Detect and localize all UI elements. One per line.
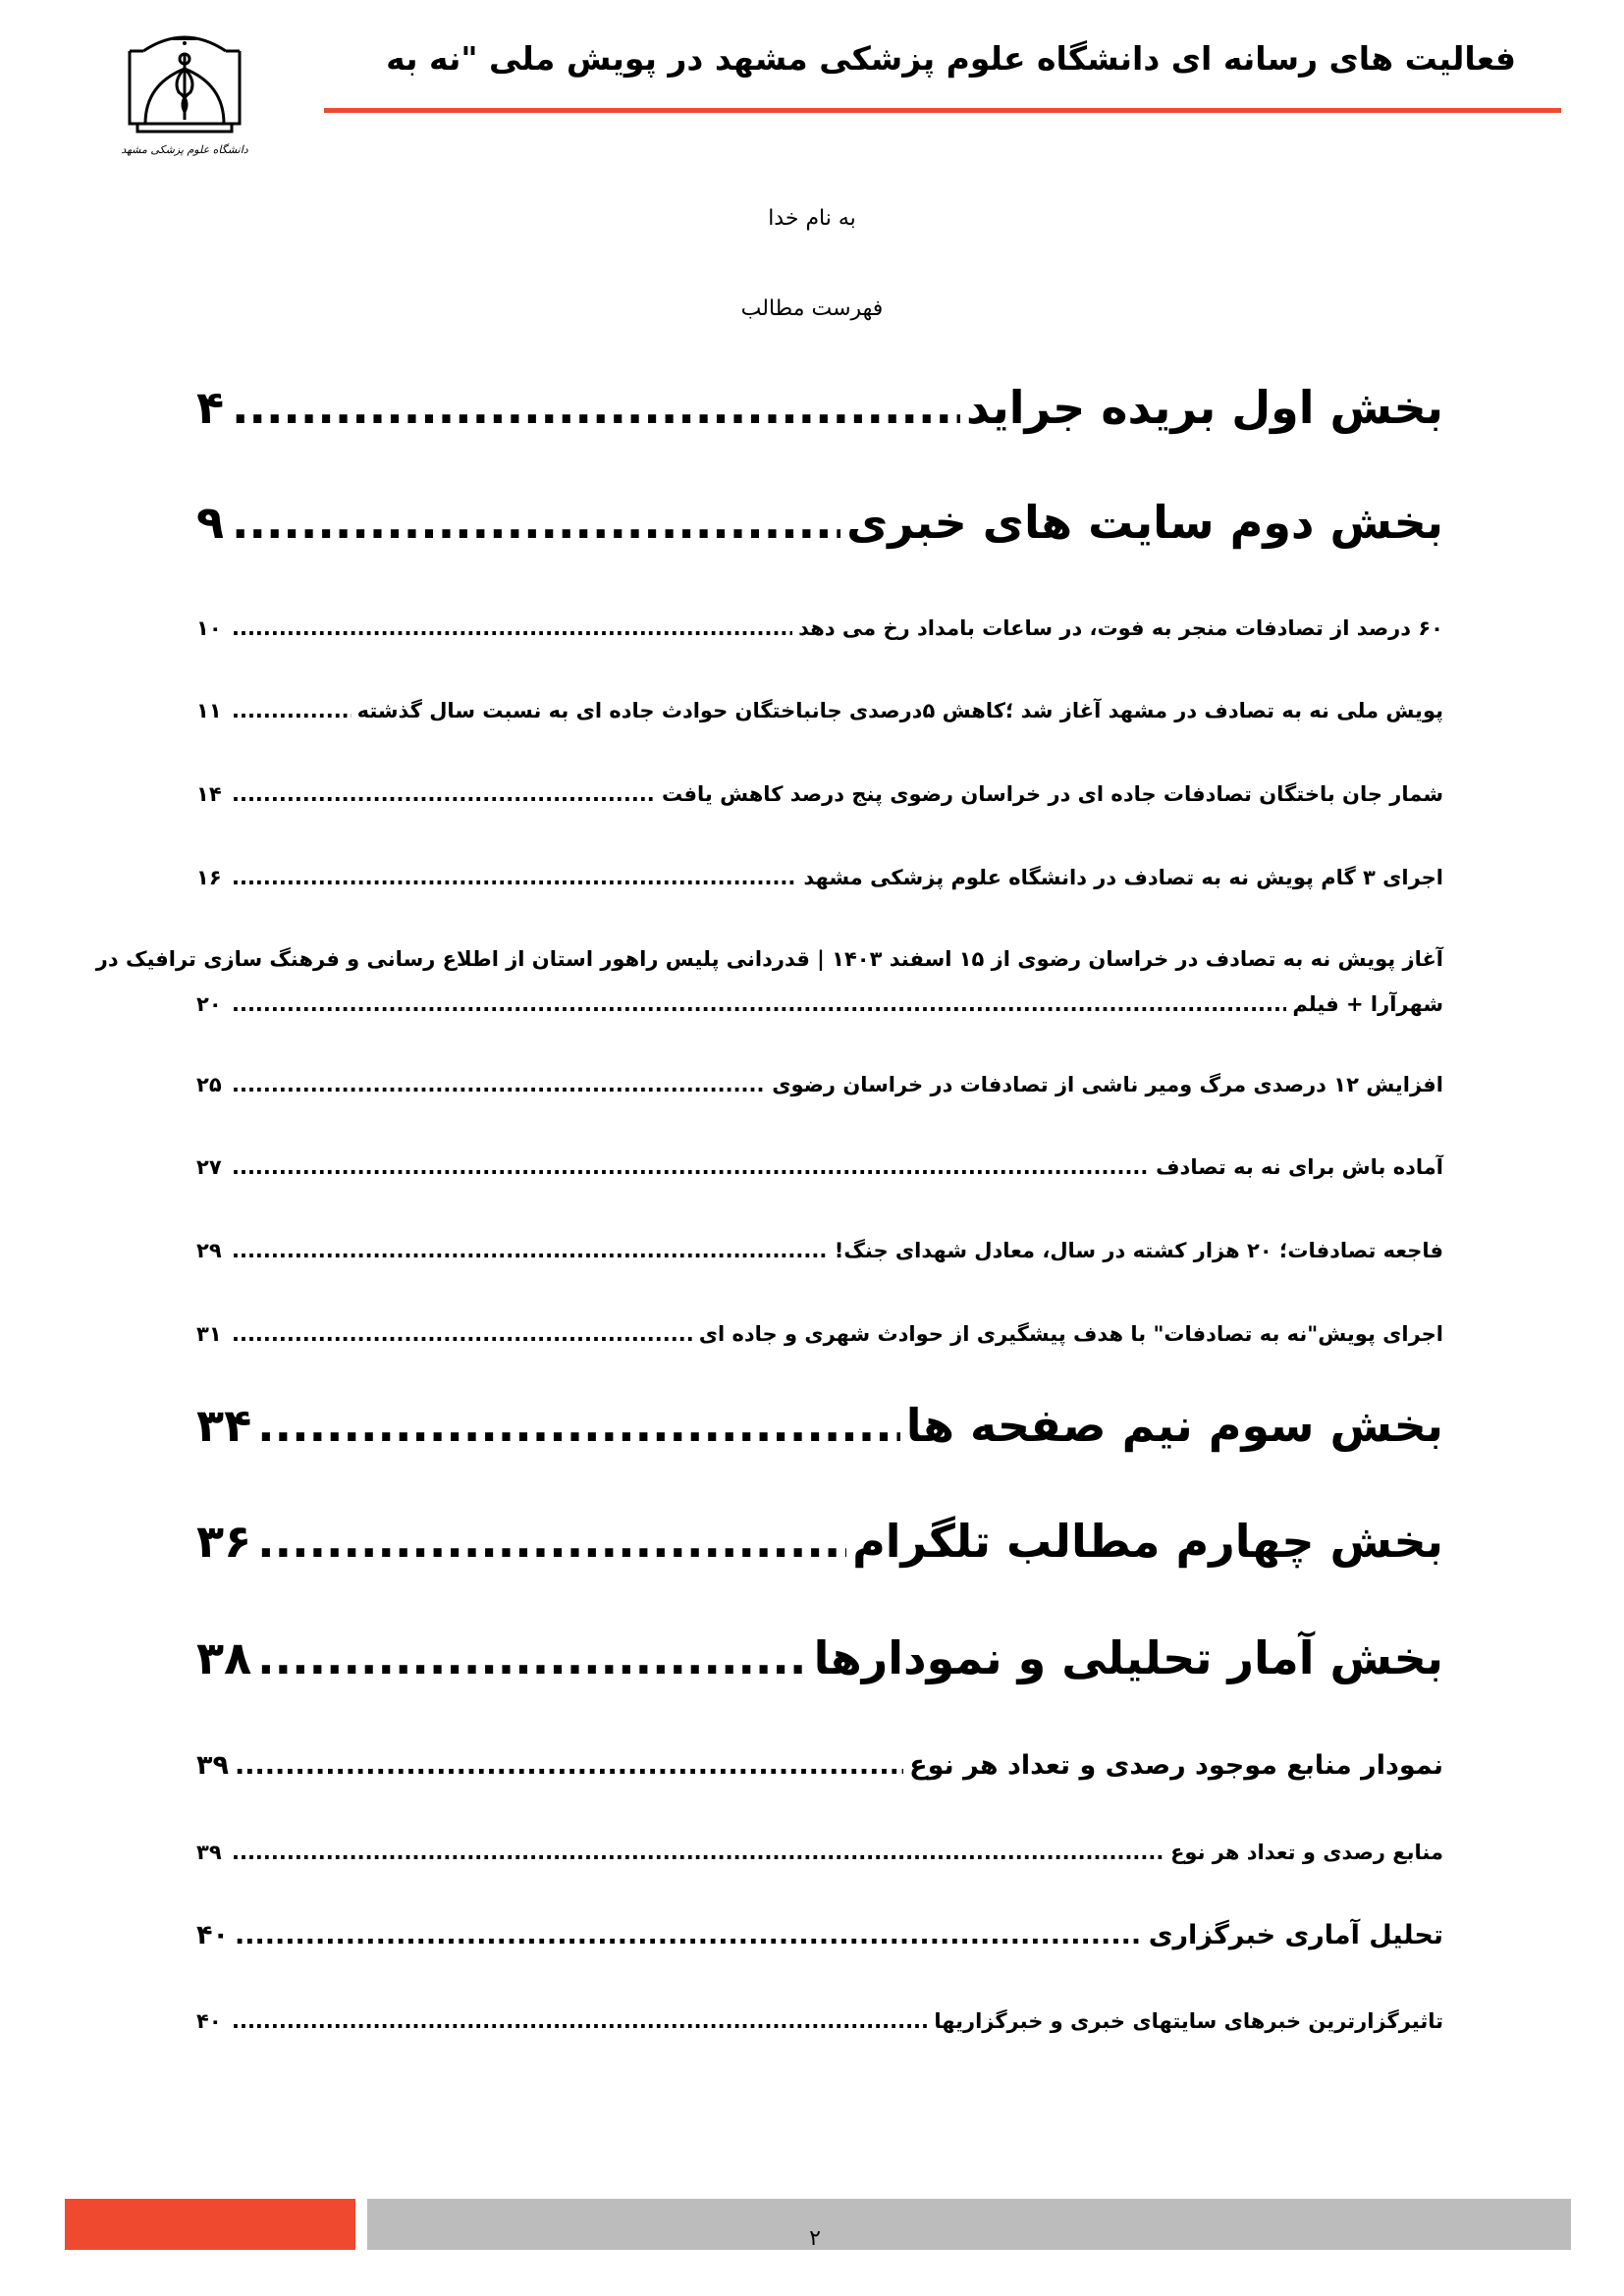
toc-leader bbox=[232, 982, 1286, 1027]
toc-entry[interactable] bbox=[196, 699, 1443, 722]
toc-leader bbox=[232, 699, 352, 722]
toc-leader bbox=[257, 1515, 846, 1568]
toc-entry-page: ۳۶ bbox=[196, 1515, 252, 1568]
toc-entry-text: ۶۰ درصد از تصادفات منجر به فوت، در ساعات بامداد رخ می دهد bbox=[798, 616, 1443, 640]
toc-entry[interactable] bbox=[196, 1750, 1443, 1781]
toc-entry-text: پویش ملی نه به تصادف در مشهد آغاز شد ؛کاهش ۵درصدی جانباختگان حوادث جاده ای به نسبت سال گذشته bbox=[356, 699, 1443, 722]
toc-leader bbox=[232, 1073, 766, 1096]
toc-leader bbox=[235, 1920, 1143, 1950]
header-rule bbox=[324, 108, 1561, 113]
toc-entry-text: بخش چهارم مطالب تلگرام bbox=[852, 1515, 1443, 1568]
toc-entry-text: اجرای پویش"نه به تصادفات" با هدف پیشگیری از حوادث شهری و جاده ای bbox=[698, 1322, 1443, 1346]
header-title: فعالیت های رسانه ای دانشگاه علوم پزشکی مشهد در پویش ملی "نه به bbox=[386, 39, 1516, 78]
toc-entry[interactable] bbox=[196, 616, 1443, 640]
toc-entry-page: ۳۹ bbox=[196, 1841, 222, 1864]
toc-entry-text: بخش دوم سایت های خبری bbox=[846, 496, 1443, 549]
toc-entry-text: فاجعه تصادفات؛ ۲۰ هزار کشته در سال، معادل شهدای جنگ! bbox=[834, 1239, 1443, 1262]
footer-bar-gray bbox=[367, 2199, 1571, 2250]
toc-entry-page: ۲۷ bbox=[196, 1155, 222, 1179]
toc-entry-text: بخش آمار تحلیلی و نمودارها bbox=[813, 1631, 1443, 1684]
toc-leader bbox=[235, 1750, 903, 1781]
toc-leader bbox=[232, 1155, 1150, 1179]
toc-leader bbox=[232, 1841, 1164, 1864]
toc-entry-page: ۱۱ bbox=[196, 699, 222, 722]
toc-entry-page: ۳۹ bbox=[196, 1750, 229, 1781]
toc-entry-text-cont: شهرآرا + فیلم bbox=[1292, 992, 1443, 1016]
toc-entry-text: افزایش ۱۲ درصدی مرگ ومیر ناشی از تصادفات در خراسان رضوی bbox=[772, 1073, 1443, 1096]
toc-entry-text: آماده باش برای نه به تصادف bbox=[1156, 1155, 1443, 1179]
toc-entry-page: ۲۹ bbox=[196, 1239, 222, 1262]
toc-entry-text: آغاز پویش نه به تصادف در خراسان رضوی از ۱۵ اسفند ۱۴۰۳ | قدردانی پلیس راهور استان از اطلاع رسانی و فرهنگ سازی ترافیک در bbox=[95, 947, 1443, 971]
toc-entry-page: ۱۰ bbox=[196, 616, 222, 640]
bismillah: به نام خدا bbox=[768, 206, 856, 231]
toc-leader bbox=[257, 1399, 900, 1452]
toc-entry-page: ۳۸ bbox=[196, 1631, 252, 1684]
toc-entry[interactable] bbox=[196, 866, 1443, 889]
toc-entry[interactable] bbox=[196, 2009, 1443, 2033]
toc-title: فهرست مطالب bbox=[740, 296, 884, 321]
toc-leader bbox=[257, 1631, 807, 1684]
toc-entry-page: ۴ bbox=[196, 381, 225, 434]
toc-leader bbox=[232, 1239, 829, 1262]
toc-entry[interactable] bbox=[196, 782, 1443, 806]
toc-entry[interactable] bbox=[196, 1239, 1443, 1262]
toc-entry[interactable] bbox=[196, 1155, 1443, 1179]
toc-entry[interactable] bbox=[196, 1399, 1443, 1452]
toc-entry[interactable] bbox=[196, 1515, 1443, 1568]
university-logo bbox=[116, 29, 253, 167]
footer-bar-red bbox=[65, 2199, 355, 2250]
toc-entry-page: ۴۰ bbox=[196, 2009, 222, 2033]
toc-leader bbox=[232, 866, 797, 889]
toc-entry-text: بخش اول بریده جراید bbox=[965, 381, 1443, 434]
toc-entry-text: تاثیرگزارترین خبرهای سایتهای خبری و خبرگزاریها bbox=[934, 2009, 1443, 2033]
toc-leader bbox=[232, 381, 960, 434]
page-number: ۲ bbox=[809, 2226, 821, 2251]
toc-entry-text: نمودار منابع موجود رصدی و تعداد هر نوع bbox=[909, 1750, 1443, 1781]
toc-entry[interactable] bbox=[196, 1631, 1443, 1684]
toc-entry-page: ۱۴ bbox=[196, 782, 222, 806]
toc-entry-page: ۳۱ bbox=[196, 1322, 222, 1346]
toc-entry-page: ۱۶ bbox=[196, 866, 222, 889]
toc-entry-page: ۳۴ bbox=[196, 1399, 252, 1452]
toc-leader bbox=[232, 616, 792, 640]
toc-leader bbox=[232, 2009, 928, 2033]
toc-entry[interactable] bbox=[196, 381, 1443, 434]
toc-leader bbox=[232, 1322, 693, 1346]
toc-entry-page: ۹ bbox=[196, 496, 225, 549]
toc-entry-page: ۲۰ bbox=[196, 992, 222, 1016]
logo-caption: دانشگاه علوم پزشکی مشهد bbox=[121, 143, 248, 156]
toc-entry-text: اجرای ۳ گام پویش نه به تصادف در دانشگاه علوم پزشکی مشهد bbox=[803, 866, 1443, 889]
toc-entry[interactable] bbox=[196, 1073, 1443, 1096]
toc-entry[interactable] bbox=[196, 1841, 1443, 1864]
toc-entry[interactable] bbox=[196, 1322, 1443, 1346]
toc-entry[interactable] bbox=[196, 496, 1443, 549]
toc-entry-page: ۴۰ bbox=[196, 1920, 229, 1950]
toc-entry-text: شمار جان باختگان تصادفات جاده ای در خراسان رضوی پنج درصد کاهش یافت bbox=[662, 782, 1443, 806]
toc-entry-text: منابع رصدی و تعداد هر نوع bbox=[1170, 1841, 1443, 1864]
toc-entry[interactable] bbox=[196, 1920, 1443, 1950]
toc-leader bbox=[232, 782, 656, 806]
toc-leader bbox=[232, 496, 840, 549]
toc-entry-page: ۲۵ bbox=[196, 1073, 222, 1096]
toc-entry-text: تحلیل آماری خبرگزاری bbox=[1148, 1920, 1443, 1950]
toc-entry-text: بخش سوم نیم صفحه ها bbox=[905, 1399, 1443, 1452]
toc-entry[interactable] bbox=[95, 936, 1443, 1027]
